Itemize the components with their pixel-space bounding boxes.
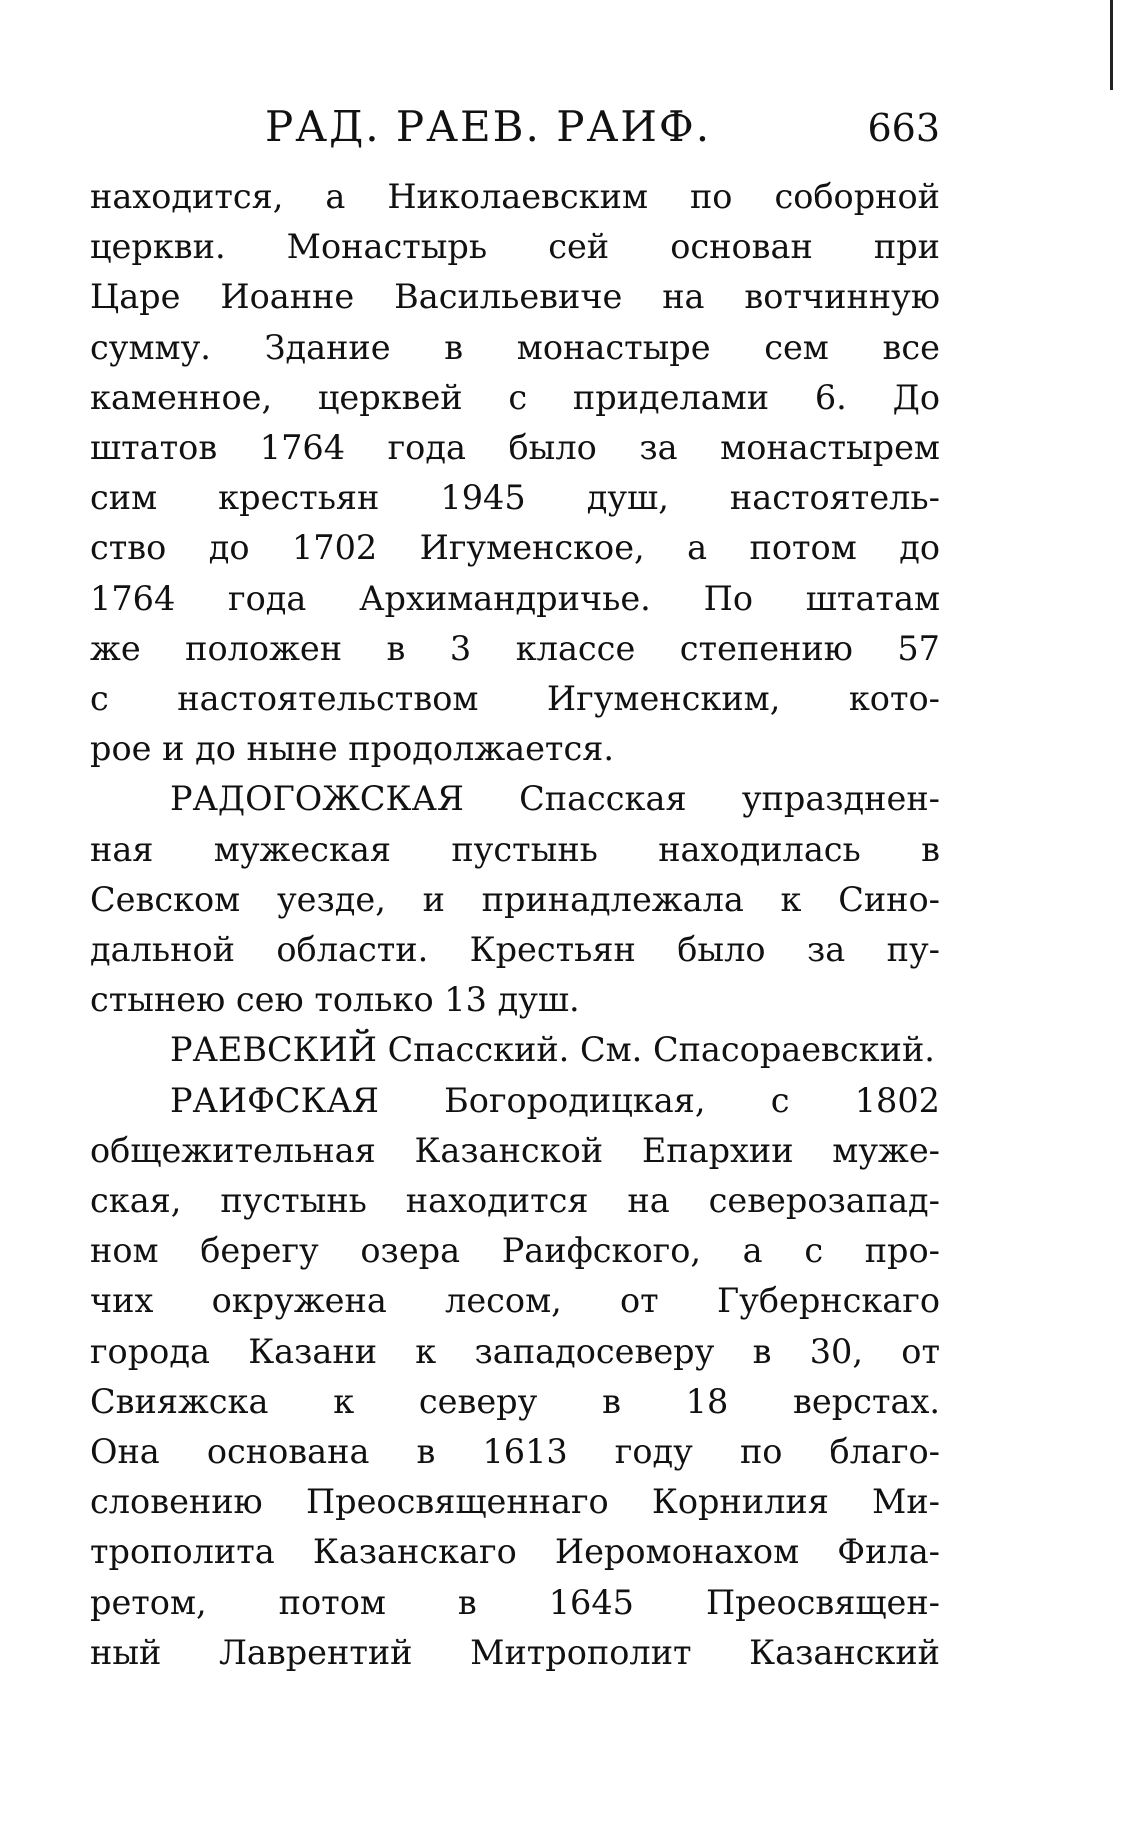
text-line: Она основана в 1613 году по благо- xyxy=(90,1432,940,1472)
scan-edge-line xyxy=(1110,0,1113,90)
text-line: РАЕВСКИЙ Спасский. См. Спасораевский. xyxy=(170,1030,935,1070)
entry-raifskaya xyxy=(90,1076,940,1678)
text-line: общежительная Казанской Епархии муже- xyxy=(90,1130,940,1170)
text-line: города Казани к западосеверу в 30, от xyxy=(90,1331,940,1371)
text-line: чих окружена лесом, от Губернскаго xyxy=(90,1281,940,1321)
page-number: 663 xyxy=(867,106,940,150)
text-line: ство до 1702 Игуменское, а потом до xyxy=(90,528,940,568)
text-line: церкви. Монастырь сей основан при xyxy=(90,227,940,267)
text-line: РАДОГОЖСКАЯ Спасская упразднен- xyxy=(170,779,940,819)
text-line: РАИФСКАЯ Богородицкая, с 1802 xyxy=(170,1080,940,1120)
text-line: находится, а Николаевским по соборной xyxy=(90,177,940,216)
running-title: РАД. РАЕВ. РАИФ. xyxy=(265,102,712,151)
text-line: с настоятельством Игуменским, кото- xyxy=(90,679,940,719)
text-line: ретом, потом в 1645 Преосвящен- xyxy=(90,1582,940,1622)
entry-raevskiy xyxy=(90,1025,940,1075)
text-line: каменное, церквей с приделами 6. До xyxy=(90,377,940,417)
text-line: словению Преосвященнаго Корнилия Ми- xyxy=(90,1482,940,1522)
book-page xyxy=(90,96,940,1678)
text-line: штатов 1764 года было за монастырем xyxy=(90,428,940,468)
text-line: рое и до ныне продолжается. xyxy=(90,729,615,769)
text-line: ская, пустынь находится на северозапад- xyxy=(90,1181,940,1221)
text-line: дальной области. Крестьян было за пу- xyxy=(90,930,940,970)
text-line: стынею сею только 13 душ. xyxy=(90,980,580,1020)
text-line: ный Лаврентий Митрополит Казанский xyxy=(90,1632,940,1672)
text-line: ная мужеская пустынь находилась в xyxy=(90,829,940,869)
page-header xyxy=(90,96,940,158)
text-line: сим крестьян 1945 душ, настоятель- xyxy=(90,478,940,518)
paragraph-continuation xyxy=(90,172,940,774)
page-body xyxy=(90,172,940,1678)
text-line: же положен в 3 классе степению 57 xyxy=(90,628,940,668)
text-line: ном берегу озера Раифского, а с про- xyxy=(90,1231,940,1271)
text-line: Свияжска к северу в 18 верстах. xyxy=(90,1381,940,1421)
entry-radogozhskaya xyxy=(90,774,940,1025)
text-line: Царе Иоанне Васильевиче на вотчинную xyxy=(90,277,940,317)
text-line: трополита Казанскаго Иеромонахом Фила- xyxy=(90,1532,940,1572)
text-line: Севском уезде, и принадлежала к Сино- xyxy=(90,879,940,919)
text-line: сумму. Здание в монастыре сем все xyxy=(90,327,940,367)
text-line: 1764 года Архимандричье. По штатам xyxy=(90,578,940,618)
